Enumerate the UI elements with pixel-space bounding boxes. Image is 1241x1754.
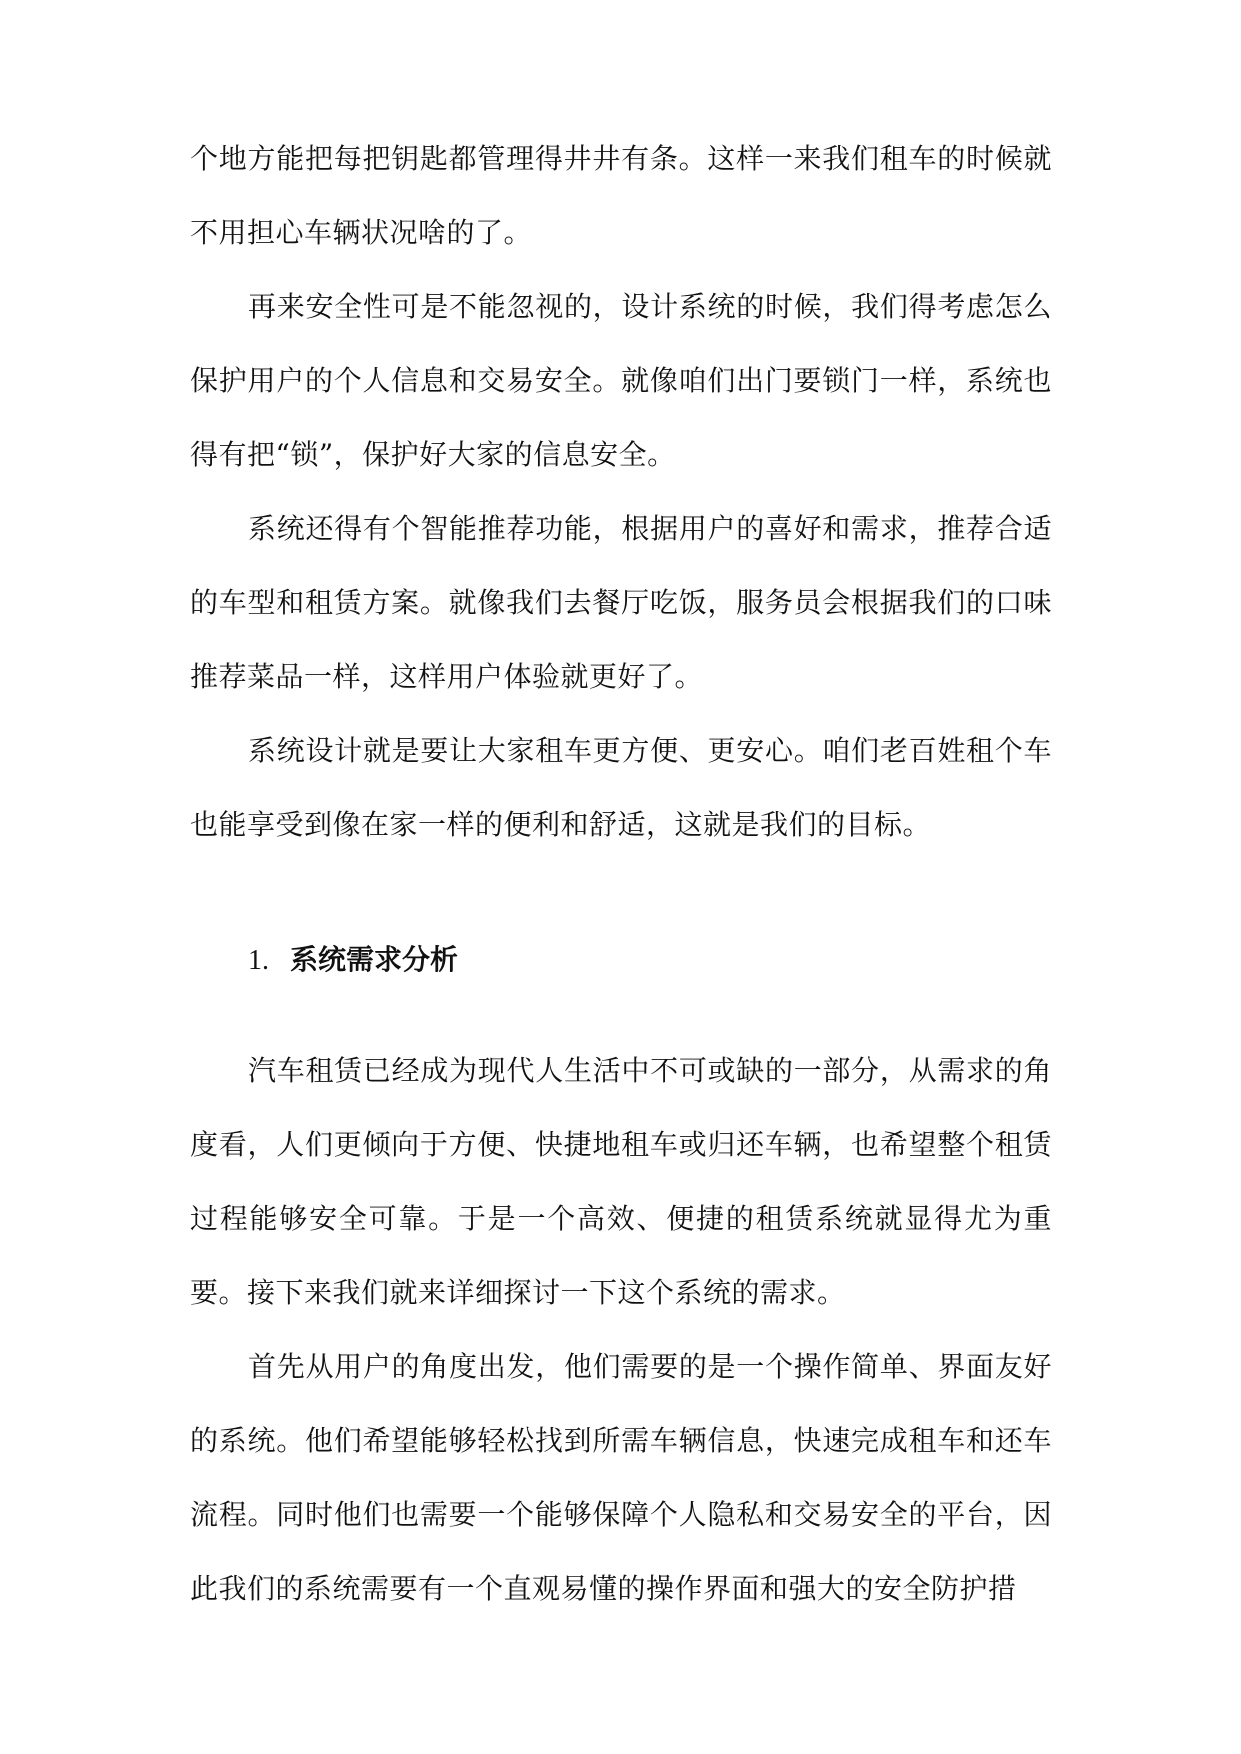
paragraph-requirements-intro: 汽车租赁已经成为现代人生活中不可或缺的一部分，从需求的角度看，人们更倾向于方便、快捷地租车或归还车辆，也希望整个租赁过程能够安全可靠。于是一个高效、便捷的租赁系统就显得尤为重要。接下来我们就来详细探讨一下这个系统的需求。 [190, 1054, 1052, 1309]
paragraph-goal: 系统设计就是要让大家租车更方便、更安心。咱们老百姓租个车也能享受到像在家一样的便利和舒适，这就是我们的目标。 [190, 734, 1052, 841]
paragraph-recommendation: 系统还得有个智能推荐功能，根据用户的喜好和需求，推荐合适的车型和租赁方案。就像我们去餐厅吃饭，服务员会根据我们的口味推荐菜品一样，这样用户体验就更好了。 [190, 512, 1052, 693]
section-heading [248, 930, 458, 991]
section-title: 系统需求分析 [290, 943, 459, 976]
body-text-bottom [190, 1034, 1052, 1626]
body-text-top [190, 122, 1052, 862]
paragraph-security: 再来安全性可是不能忽视的，设计系统的时候，我们得考虑怎么保护用户的个人信息和交易安全。就像咱们出门要锁门一样，系统也得有把“锁”，保护好大家的信息安全。 [190, 290, 1052, 471]
paragraph-user-perspective: 首先从用户的角度出发，他们需要的是一个操作简单、界面友好的系统。他们希望能够轻松找到所需车辆信息，快速完成租车和还车流程。同时他们也需要一个能够保障个人隐私和交易安全的平台，因此我们的系统需要有一个直观易懂的操作界面和强大的安全防护措 [190, 1350, 1052, 1605]
section-number: 1. [248, 945, 269, 976]
paragraph-continuation: 个地方能把每把钥匙都管理得井井有条。这样一来我们租车的时候就不用担心车辆状况啥的了。 [190, 142, 1052, 249]
